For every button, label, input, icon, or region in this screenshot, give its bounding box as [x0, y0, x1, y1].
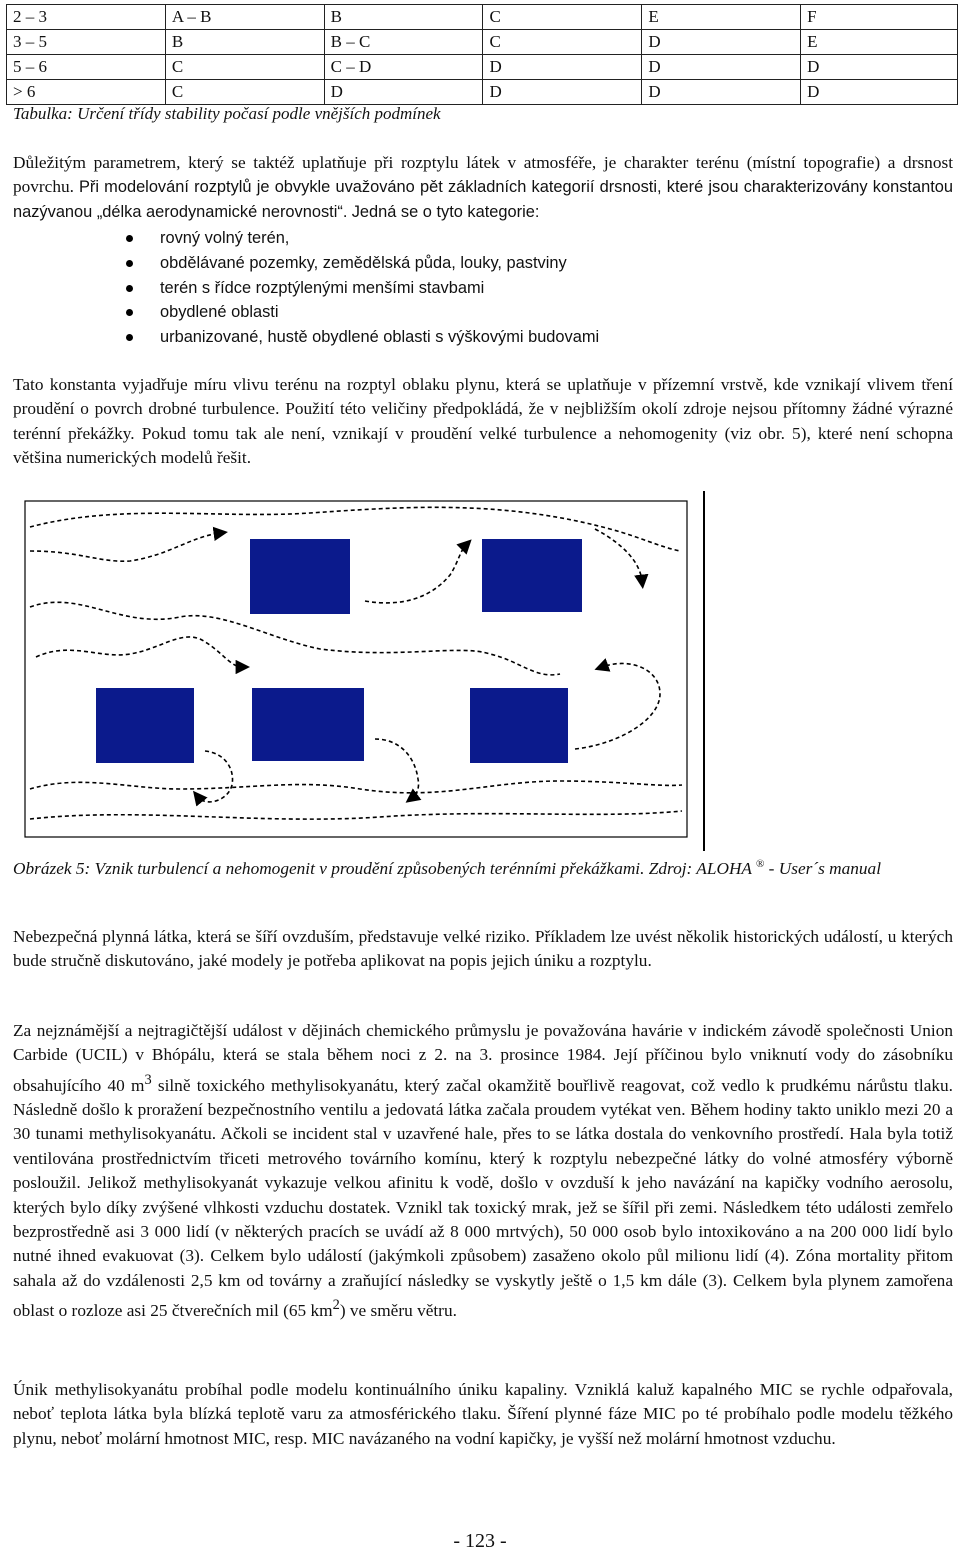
sentence: silně toxického methylisokyanátu, který začal okamžitě bouřlivě reagovat, což vedlo k prudkému nárůstu tlaku.	[151, 1075, 954, 1095]
page-number: - 123 -	[453, 1530, 507, 1552]
table-cell: 5 – 6	[7, 55, 166, 80]
table-cell: C	[483, 30, 642, 55]
sentence: Hala byla totiž ventilována prostřednictvím třiceti metrového továrního komínu, který k rozptylu nebezpečné látky do volné atmosféry výborně posloužil.	[13, 1124, 954, 1193]
table-cell: E	[801, 30, 958, 55]
table-cell: D	[483, 55, 642, 80]
sentence: Zóna mortality přitom sahala až do vzdálenosti 2,5 km od továrny a zraňující následky se vyskytly ještě o 1,5 km dále (3).	[13, 1246, 954, 1290]
sentence: Její příčinou bylo vniknutí vody do zásobníku obsahujícího 40 m	[13, 1045, 953, 1095]
flow-streamline	[30, 507, 680, 551]
table-cell: D	[642, 55, 801, 80]
sentence: Při modelování rozptylů je obvykle uvažováno pět základních kategorií drsnosti, které jsou charakterizovány konstantou nazývanou „délka aerodynamické nerovnosti“.	[13, 178, 953, 221]
table-cell: D	[324, 80, 483, 105]
list-item: terén s řídce rozptýlenými menšími stavbami	[120, 276, 599, 301]
sentence: Ačkoli se incident stal v uzavřené hale, přes to se látka dostala do venkovního prostředí.	[220, 1124, 844, 1144]
table-cell: 2 – 3	[7, 5, 166, 30]
paragraph-constant	[13, 373, 953, 471]
table-cell: A – B	[165, 5, 324, 30]
sentence: Během hodiny takto uniklo mezi 20 a 30 tunami methylisokyanátu.	[13, 1099, 953, 1144]
table-cell: D	[642, 30, 801, 55]
paragraph-bhopal	[13, 1019, 953, 1323]
building-upper	[482, 539, 582, 612]
table-cell: B	[324, 5, 483, 30]
flow-streamline	[365, 545, 466, 603]
table-row	[7, 5, 958, 30]
roughness-category-list	[120, 226, 599, 350]
sentence: Vznikl tak toxický mrak, jež se šířil při zemi.	[395, 1197, 718, 1217]
table-caption: Tabulka: Určení třídy stability počasí podle vnějších podmínek	[13, 104, 441, 123]
sentence: Tato konstanta vyjadřuje míru vlivu terénu na rozptyl oblaku plynu, která se uplatňuje v přízemní vrstvě, kde vznikají vlivem tření proudění o povrch drobné turbulence.	[13, 375, 953, 419]
sentence: Vzniklá kaluž kapalného MIC se rychle odpařovala, neboť teplota látka byla blízká teplotě varu za atmosférického tlaku.	[13, 1380, 954, 1424]
list-item: rovný volný terén,	[120, 226, 599, 251]
sentence: Celkem bylo událostí (jakýmkoli způsobem) zasaženo okolo půl milionu lidí (4).	[210, 1246, 790, 1266]
table-row	[7, 30, 958, 55]
flow-streamline	[36, 637, 242, 667]
list-item: urbanizované, hustě obydlené oblasti s výškovými budovami	[120, 325, 599, 350]
figure-frame	[25, 501, 687, 837]
list-item: obydlené oblasti	[120, 300, 599, 325]
sentence: Šíření plynné fáze MIC po té probíhalo podle modelu těžkého plynu, neboť molární hmotnost MIC, resp. MIC navázaného na vodní kapičky, je vyšší než molární hmotnost vzduchu.	[13, 1404, 953, 1448]
table-cell: F	[801, 5, 958, 30]
table-cell: C	[483, 5, 642, 30]
superscript: 3	[144, 1071, 152, 1088]
flow-streamline	[575, 663, 660, 749]
superscript: 2	[332, 1297, 340, 1314]
sentence: Pokud tomu tak ale není, vznikají v proudění velké turbulence a nehomogenity (viz obr. 5), které není schopna většina numerických modelů řešit.	[13, 423, 953, 468]
sentence: Jedná se o tyto kategorie:	[351, 202, 540, 221]
table-cell: C – D	[324, 55, 483, 80]
building-lower	[470, 688, 568, 763]
figure-caption	[13, 852, 958, 881]
table-cell: C	[165, 55, 324, 80]
paragraph-risk	[13, 925, 953, 974]
table-cell: B	[165, 30, 324, 55]
list-item: obdělávané pozemky, zemědělská půda, louky, pastviny	[120, 251, 599, 276]
table-cell: > 6	[7, 80, 166, 105]
table-cell: D	[642, 80, 801, 105]
flow-streamline	[30, 533, 220, 561]
sentence: Celkem byla plynem zamořena oblast o rozloze asi 25 čtverečních mil (65 km	[13, 1270, 953, 1320]
flow-streamline	[198, 751, 233, 802]
figure-caption-source: - User´s manual	[764, 858, 881, 878]
building-lower	[96, 688, 194, 763]
building-upper	[250, 539, 350, 614]
paragraph-mic-release	[13, 1378, 953, 1451]
flow-streamline	[30, 811, 682, 819]
paragraph-terrain	[13, 151, 953, 224]
sentence: Za nejznámější a nejtragičtější událost v dějinách chemického průmyslu je považována havárie v indickém závodě společnosti Union Carbide (UCIL) v Bhópálu, která se stala během noci z 2. na 3. prosince 1984.	[13, 1021, 953, 1065]
building-lower	[252, 688, 364, 761]
table-cell: D	[801, 55, 958, 80]
sentence: Následkem této události zemřelo bezprostředně asi 3 000 lidí (v některých pracích se uvádí až 8 000 mrtvých), 50 000 osob bylo intoxikováno a na 200 000 lidí bylo nutné ihned evakuovat (3).	[13, 1197, 953, 1266]
sentence: Použití této veličiny předpokládá, že v nejbližším okolí zdroje nejsou přítomny žádné výrazné terénní překážky.	[13, 399, 953, 443]
sentence: Příkladem lze uvést několik historických událostí, u kterých bude stručně diskutováno, jaké modely je potřeba aplikovat na popis jejich úniku a rozptylu.	[13, 927, 953, 971]
table-row	[7, 80, 958, 105]
sentence: Jelikož methylisokyanát vykazuje velkou afinitu k vodě, došlo v ovzduší k jeho navázání na kapičky vodního aerosolu, kterých bylo díky zvýšené vlhkosti vzduchu dostatek.	[13, 1173, 953, 1217]
stability-table	[6, 4, 958, 105]
sentence: Důležitým parametrem, který se taktéž uplatňuje při rozptylu látek v atmosféře, je charakter terénu (místní topografie) a drsnost povrchu.	[13, 153, 953, 197]
flow-streamline	[375, 739, 419, 798]
sentence: Nebezpečná plynná látka, která se šíří ovzduším, představuje velké riziko.	[13, 927, 530, 946]
sentence: Následně došlo k proražení bezpečnostního ventilu a jedovatá látka začala proudem vytékat ven.	[13, 1099, 686, 1119]
flow-streamline	[30, 781, 682, 793]
table-cell: 3 – 5	[7, 30, 166, 55]
table-cell: C	[165, 80, 324, 105]
registered-mark: ®	[756, 858, 765, 870]
table-cell: D	[483, 80, 642, 105]
turbulence-figure	[20, 489, 710, 851]
figure-caption-text: Obrázek 5: Vznik turbulencí a nehomogenit v proudění způsobených terénními překážkami. Zdroj: ALOHA	[13, 858, 752, 878]
table-cell: B – C	[324, 30, 483, 55]
sentence: ) ve směru větru.	[339, 1301, 457, 1320]
table-cell: E	[642, 5, 801, 30]
table-cell: D	[801, 80, 958, 105]
table-row	[7, 55, 958, 80]
sentence: Únik methylisokyanátu probíhal podle modelu kontinuálního úniku kapaliny.	[13, 1380, 568, 1399]
